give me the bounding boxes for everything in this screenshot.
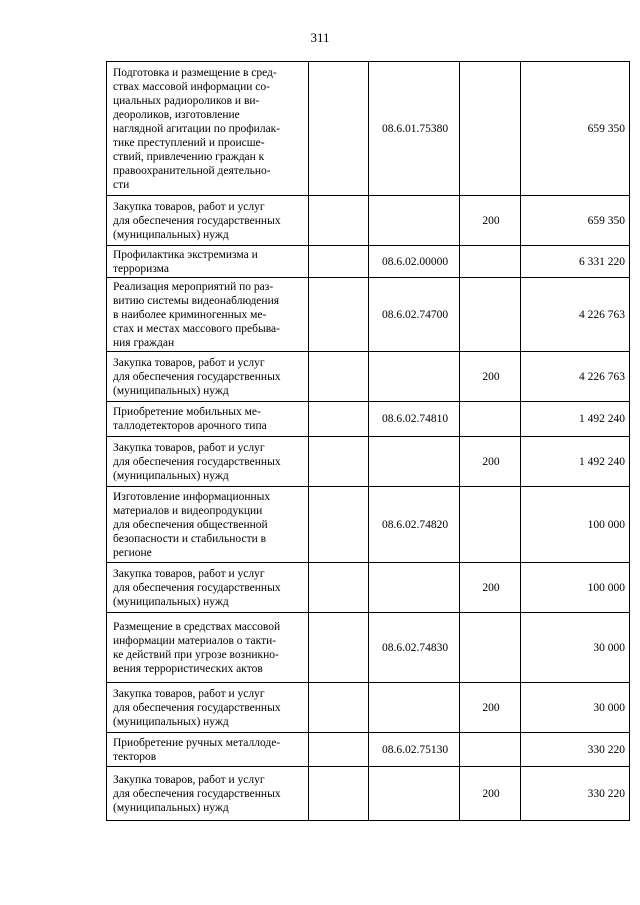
row-type <box>460 246 521 278</box>
row-blank <box>309 487 369 563</box>
row-type <box>460 733 521 767</box>
row-name <box>107 613 309 683</box>
row-blank <box>309 402 369 437</box>
row-name <box>107 352 309 402</box>
row-name <box>107 246 309 278</box>
page-number: 311 <box>310 30 330 45</box>
table-row <box>107 563 630 613</box>
row-name-text: Закупка товаров, работ и услуг для обеспечения государственных (муниципальных) нужд <box>113 200 281 241</box>
table-row <box>107 62 630 196</box>
row-name <box>107 278 309 352</box>
row-type: 200 <box>460 437 521 487</box>
row-blank <box>309 613 369 683</box>
row-code <box>369 196 460 246</box>
row-name-text: Приобретение ручных металлоде- текторов <box>113 736 281 763</box>
budget-table <box>106 61 630 821</box>
row-code <box>369 683 460 733</box>
table-row <box>107 402 630 437</box>
row-code: 08.6.02.74820 <box>369 487 460 563</box>
table-row <box>107 767 630 821</box>
row-amount: 30 000 <box>521 613 630 683</box>
row-code: 08.6.02.00000 <box>369 246 460 278</box>
row-code: 08.6.02.74810 <box>369 402 460 437</box>
row-type: 200 <box>460 683 521 733</box>
row-type <box>460 402 521 437</box>
row-blank <box>309 563 369 613</box>
row-type <box>460 487 521 563</box>
row-type <box>460 62 521 196</box>
table-row <box>107 613 630 683</box>
row-amount: 30 000 <box>521 683 630 733</box>
row-name <box>107 683 309 733</box>
row-type: 200 <box>460 563 521 613</box>
row-name-text: Закупка товаров, работ и услуг для обеспечения государственных (муниципальных) нужд <box>113 356 281 397</box>
row-name <box>107 733 309 767</box>
table-row <box>107 196 630 246</box>
row-amount: 330 220 <box>521 767 630 821</box>
row-name <box>107 62 309 196</box>
row-type <box>460 278 521 352</box>
row-code: 08.6.02.75130 <box>369 733 460 767</box>
row-code: 08.6.02.74700 <box>369 278 460 352</box>
row-amount: 1 492 240 <box>521 437 630 487</box>
row-name <box>107 487 309 563</box>
row-amount: 100 000 <box>521 563 630 613</box>
row-type <box>460 613 521 683</box>
row-type: 200 <box>460 767 521 821</box>
table-row <box>107 487 630 563</box>
row-code <box>369 563 460 613</box>
row-amount: 659 350 <box>521 62 630 196</box>
table-row <box>107 278 630 352</box>
row-type: 200 <box>460 196 521 246</box>
row-name-text: Закупка товаров, работ и услуг для обеспечения государственных (муниципальных) нужд <box>113 687 281 728</box>
row-blank <box>309 683 369 733</box>
row-name <box>107 437 309 487</box>
row-blank <box>309 352 369 402</box>
row-name-text: Приобретение мобильных ме- таллодетекторов арочного типа <box>113 406 267 432</box>
row-name-text: Закупка товаров, работ и услуг для обеспечения государственных (муниципальных) нужд <box>113 441 281 482</box>
row-code: 08.6.01.75380 <box>369 62 460 196</box>
row-code: 08.6.02.74830 <box>369 613 460 683</box>
row-name <box>107 767 309 821</box>
table-row <box>107 352 630 402</box>
row-amount: 4 226 763 <box>521 352 630 402</box>
row-amount: 4 226 763 <box>521 278 630 352</box>
row-name-text: Закупка товаров, работ и услуг для обеспечения государственных (муниципальных) нужд <box>113 773 281 814</box>
row-amount: 1 492 240 <box>521 402 630 437</box>
row-blank <box>309 196 369 246</box>
table-row <box>107 683 630 733</box>
row-amount: 659 350 <box>521 196 630 246</box>
row-blank <box>309 278 369 352</box>
row-blank <box>309 767 369 821</box>
table-row <box>107 246 630 278</box>
row-name <box>107 563 309 613</box>
row-amount: 100 000 <box>521 487 630 563</box>
row-amount: 6 331 220 <box>521 246 630 278</box>
row-code <box>369 437 460 487</box>
row-blank <box>309 246 369 278</box>
row-blank <box>309 733 369 767</box>
row-blank <box>309 437 369 487</box>
table-row <box>107 437 630 487</box>
row-code <box>369 352 460 402</box>
row-name <box>107 402 309 437</box>
row-blank <box>309 62 369 196</box>
row-name-text: Размещение в средствах массовой информации материалов о такти- ке действий при угрозе возникно- вения террористических актов <box>113 620 281 675</box>
row-type: 200 <box>460 352 521 402</box>
row-amount: 330 220 <box>521 733 630 767</box>
row-name-text: Закупка товаров, работ и услуг для обеспечения государственных (муниципальных) нужд <box>113 567 281 608</box>
row-name-text: Реализация мероприятий по раз- витию системы видеонаблюдения в наиболее криминогенных ме- стах и местах массового пребыва- ния граждан <box>113 280 280 349</box>
row-name-text: Профилактика экстремизма и терроризма <box>113 248 258 275</box>
row-name-text: Подготовка и размещение в сред- ствах массовой информации со- циальных радиороликов и ви- деороликов, изготовление наглядной агитации по профилак- тике преступлений и происше- ствий, привлечению граждан к правоохранительной деятельно- сти <box>113 66 281 191</box>
row-name-text: Изготовление информационных материалов и видеопродукции для обеспечения общественной безопасности и стабильности в регионе <box>113 490 271 559</box>
table-row <box>107 733 630 767</box>
row-code <box>369 767 460 821</box>
row-name <box>107 196 309 246</box>
